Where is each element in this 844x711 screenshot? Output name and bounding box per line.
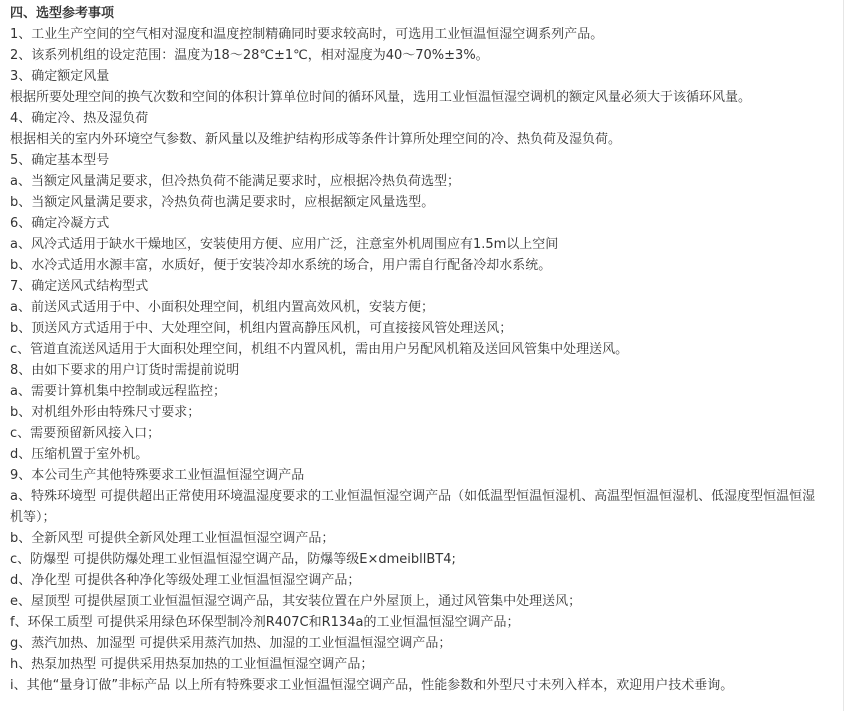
list-item: 5、确定基本型号 (10, 153, 110, 168)
list-item: b、水冷式适用水源丰富，水质好，便于安装冷却水系统的场合，用户需自行配备冷却水系统。 (10, 258, 552, 273)
list-item: b、顶送风方式适用于中、大处理空间，机组内置高静压风机，可直接接风管处理送风； (10, 321, 513, 336)
list-item: b、当额定风量满足要求，冷热负荷也满足要求时，应根据额定风量选型。 (10, 195, 435, 210)
list-item: 根据所要处理空间的换气次数和空间的体积计算单位时间的循环风量，选用工业恒温恒湿空调机的额定风量必须大于该循环风量。 (10, 90, 752, 105)
list-item: 4、确定冷、热及湿负荷 (10, 111, 149, 126)
list-item: 7、确定送风式结构型式 (10, 279, 149, 294)
list-item: d、净化型 可提供各种净化等级处理工业恒温恒湿空调产品； (10, 573, 361, 588)
list-item: a、前送风式适用于中、小面积处理空间，机组内置高效风机，安装方便； (10, 300, 434, 315)
list-item: 3、确定额定风量 (10, 69, 110, 84)
list-item: g、蒸汽加热、加湿型 可提供采用蒸汽加热、加湿的工业恒温恒湿空调产品； (10, 636, 452, 651)
list-item: c、需要预留新风接入口； (10, 426, 161, 441)
list-item: 8、由如下要求的用户订货时需提前说明 (10, 363, 240, 378)
list-item: a、当额定风量满足要求，但冷热负荷不能满足要求时，应根据冷热负荷选型； (10, 174, 460, 189)
list-item: e、屋顶型 可提供屋顶工业恒温恒湿空调产品，其安装位置在户外屋顶上，通过风管集中处理送风； (10, 594, 582, 609)
list-item: a、风冷式适用于缺水干燥地区，安装使用方便、应用广泛，注意室外机周围应有1.5m以上空间 (10, 237, 559, 252)
list-item: d、压缩机置于室外机。 (10, 447, 149, 462)
list-item: a、特殊环境型 可提供超出正常使用环境温湿度要求的工业恒温恒湿空调产品（如低温型恒温恒湿机、高温型恒温恒湿机、低湿度型恒温恒湿机等）； (10, 489, 816, 525)
list-item: a、需要计算机集中控制或远程监控； (10, 384, 226, 399)
list-item: 6、确定冷凝方式 (10, 216, 110, 231)
list-item: h、热泵加热型 可提供采用热泵加热的工业恒温恒湿空调产品； (10, 657, 374, 672)
list-item: b、对机组外形由特殊尺寸要求； (10, 405, 201, 420)
section-heading: 四、选型参考事项 (10, 6, 115, 21)
list-item: f、环保工质型 可提供采用绿色环保型制冷剂R407C和R134a的工业恒温恒湿空调产品； (10, 615, 520, 630)
list-item: 2、该系列机组的设定范围：温度为18～28℃±1℃，相对湿度为40～70%±3%。 (10, 48, 489, 63)
list-item: c、防爆型 可提供防爆处理工业恒温恒湿空调产品，防爆等级E×dmeibllBT4; (10, 552, 456, 567)
document-body (10, 3, 825, 696)
list-item: i、其他“量身订做”非标产品 以上所有特殊要求工业恒温恒湿空调产品，性能参数和外型尺寸未列入样本，欢迎用户技术垂询。 (10, 678, 734, 693)
list-item: 1、工业生产空间的空气相对湿度和温度控制精确同时要求较高时，可选用工业恒温恒湿空调系列产品。 (10, 27, 604, 42)
list-item: 根据相关的室内外环境空气参数、新风量以及维护结构形成等条件计算所处理空间的冷、热负荷及湿负荷。 (10, 132, 622, 147)
list-item: b、全新风型 可提供全新风处理工业恒温恒湿空调产品； (10, 531, 335, 546)
list-item: c、管道直流送风适用于大面积处理空间，机组不内置风机，需由用户另配风机箱及送回风管集中处理送风。 (10, 342, 629, 357)
list-item: 9、本公司生产其他特殊要求工业恒温恒湿空调产品 (10, 468, 305, 483)
